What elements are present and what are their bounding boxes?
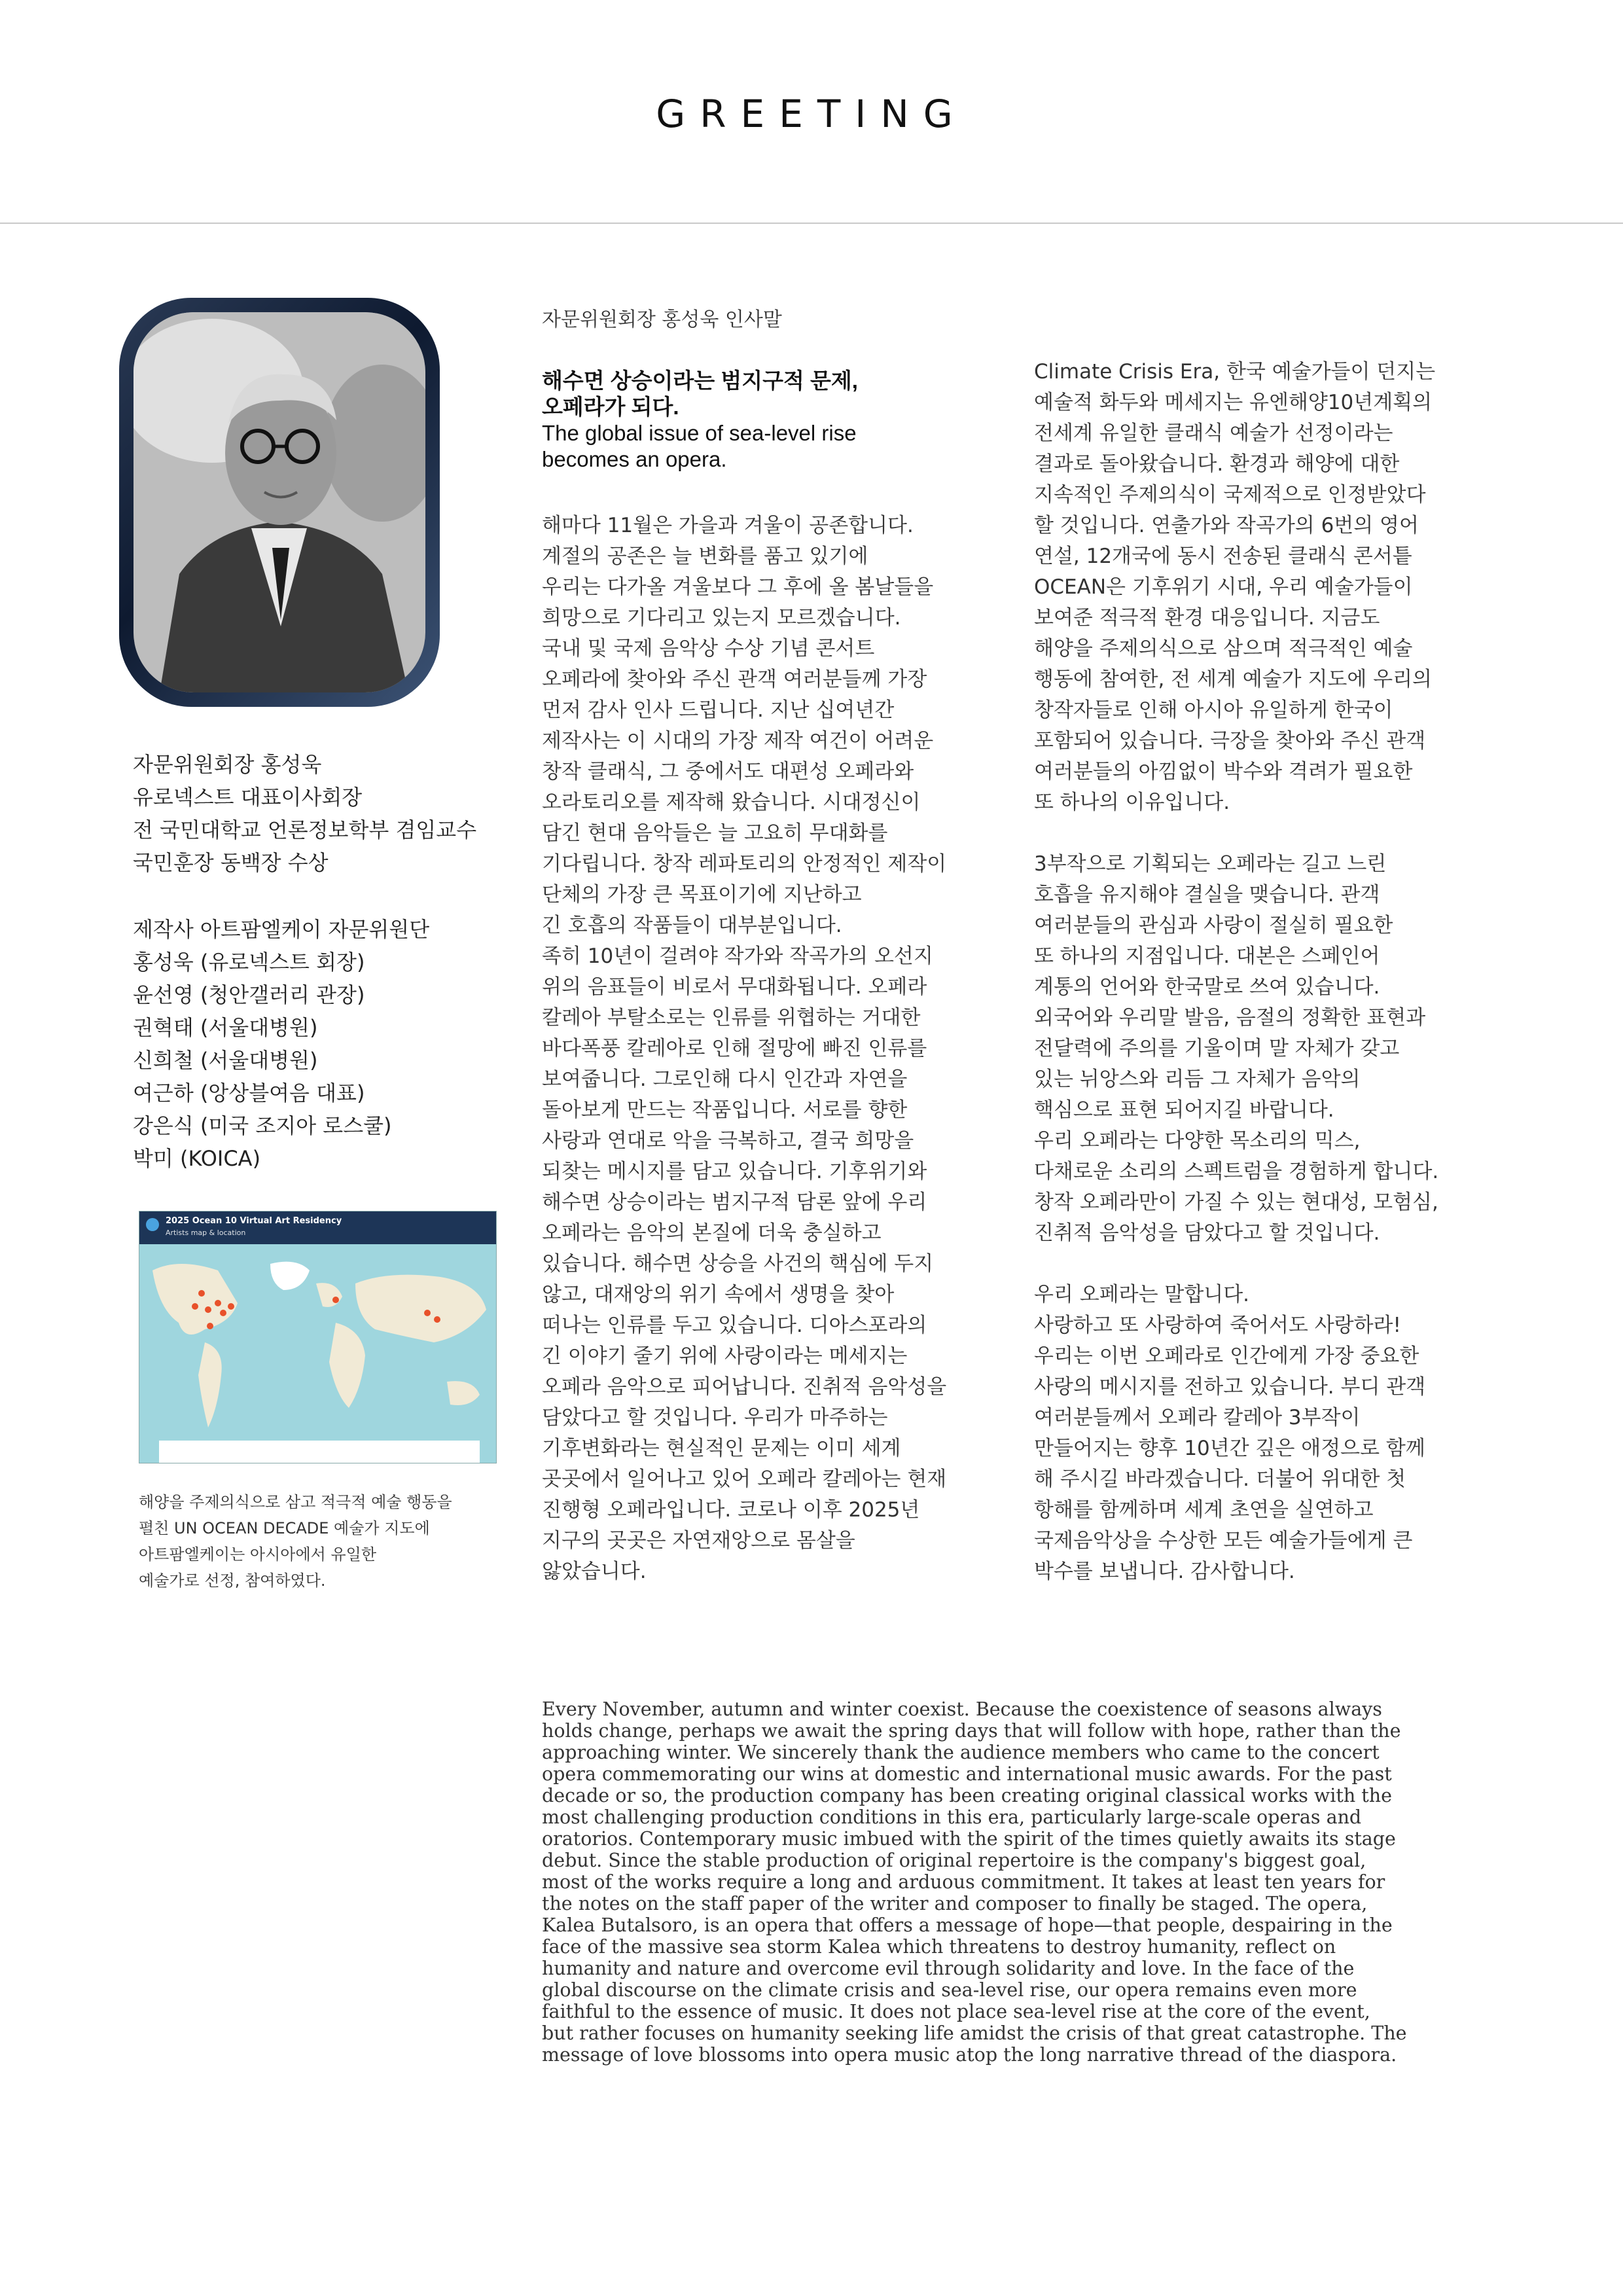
body-line: 다채로운 소리의 스펙트럼을 경험하게 합니다. — [1034, 1160, 1439, 1183]
body-line: 떠나는 인류를 두고 있습니다. 디아스포라의 — [542, 1314, 927, 1337]
map-graphic — [139, 1244, 496, 1463]
body-line: 긴 이야기 줄기 위에 사랑이라는 메세지는 — [542, 1344, 908, 1368]
english-line: face of the massive sea storm Kalea which threatens to destroy humanity, reflect on — [542, 1936, 1336, 1958]
body-line: 예술적 화두와 메세지는 유엔해양10년계획의 — [1034, 391, 1433, 414]
body-line: 해수면 상승이라는 범지구적 담론 앞에 우리 — [542, 1191, 927, 1214]
body-line: 담긴 현대 음악들은 늘 고요히 무대화를 — [542, 821, 888, 845]
committee-line: 신희철 (서울대병원) — [133, 1048, 318, 1073]
caption-line: 아트팜엘케이는 아시아에서 유일한 — [139, 1545, 377, 1564]
body-line: 곳곳에서 일어나고 있어 오페라 칼레아는 현재 — [542, 1467, 947, 1491]
caption-line: 펼친 UN OCEAN DECADE 예술가 지도에 — [139, 1519, 430, 1537]
body-line: 3부작으로 기획되는 오페라는 길고 느린 — [1034, 852, 1387, 876]
english-line: decade or so, the production company has been creating original classical works with the — [542, 1785, 1392, 1806]
body-line: 지구의 곳곳은 자연재앙으로 몸살을 — [542, 1529, 855, 1552]
body-line: 위의 음표들이 비로서 무대화됩니다. 오페라 — [542, 975, 927, 999]
article-kicker: 자문위원회장 홍성욱 인사말 — [542, 308, 782, 331]
body-line: 있습니다. 해수면 상승을 사건의 핵심에 두지 — [542, 1252, 934, 1276]
committee-line: 여근하 (앙상블여음 대표) — [133, 1081, 365, 1105]
body-line: 국내 및 국제 음악상 수상 기념 콘서트 — [542, 637, 875, 660]
english-line: message of love blossoms into opera music atop the long narrative thread of the diaspora. — [542, 2044, 1397, 2066]
body-line: 오페라에 찾아와 주신 관객 여러분들께 가장 — [542, 668, 927, 691]
headline-en-line: becomes an opera. — [542, 447, 727, 471]
english-line: faithful to the essence of music. It does not place sea-level rise at the core of the event, — [542, 2001, 1370, 2022]
english-line: debut. Since the stable production of original repertoire is the company's biggest goal, — [542, 1850, 1366, 1871]
header-divider — [0, 223, 1623, 224]
committee-line: 윤선영 (청안갤러리 관장) — [133, 982, 365, 1007]
world-map-screenshot — [139, 1211, 497, 1463]
english-line: oratorios. Contemporary music imbued with the spirit of the times quietly awaits its stage — [542, 1828, 1396, 1850]
body-line: 사랑의 메시지를 전하고 있습니다. 부디 관객 — [1034, 1375, 1426, 1399]
body-line: 칼레아 부탈소로는 인류를 위협하는 거대한 — [542, 1006, 921, 1030]
body-line: 오페라 음악으로 피어납니다. 진취적 음악성을 — [542, 1375, 947, 1399]
map-logo-icon — [146, 1218, 159, 1231]
body-line: 창작 오페라만이 가질 수 있는 현대성, 모험심, — [1034, 1191, 1438, 1214]
body-line: 만들어지는 향후 10년간 깊은 애정으로 함께 — [1034, 1437, 1425, 1460]
body-line: 족히 10년이 걸려야 작가와 작곡가의 오선지 — [542, 944, 933, 968]
body-line: 희망으로 기다리고 있는지 모르겠습니다. — [542, 606, 901, 630]
body-line: 오라토리오를 제작해 왔습니다. 시대정신이 — [542, 791, 921, 814]
body-line: 제작사는 이 시대의 가장 제작 여건이 어려운 — [542, 729, 934, 753]
bio-block — [133, 748, 506, 879]
body-line: 연설, 12개국에 동시 전송된 클래식 콘서틑 — [1034, 545, 1412, 568]
english-line: opera commemorating our wins at domestic and international music awards. For the past — [542, 1763, 1392, 1785]
body-line: 여러분들의 아낌없이 박수와 격려가 필요한 — [1034, 760, 1413, 783]
body-line: 지속적인 주제의식이 국제적으로 인정받았다 — [1034, 483, 1426, 507]
map-caption — [139, 1489, 505, 1594]
body-line: 외국어와 우리말 발음, 음절의 정확한 표현과 — [1034, 1006, 1426, 1030]
body-line: 창작자들로 인해 아시아 유일하게 한국이 — [1034, 698, 1393, 722]
english-line: Kalea Butalsoro, is an opera that offers a message of hope—that people, despairing in the — [542, 1914, 1393, 1936]
committee-line: 제작사 아트팜엘케이 자문위원단 — [133, 917, 430, 942]
committee-line: 홍성욱 (유로넥스트 회장) — [133, 950, 365, 975]
english-line: most challenging production conditions in this era, particularly large-scale operas and — [542, 1806, 1362, 1828]
committee-line: 박미 (KOICA) — [133, 1146, 261, 1171]
caption-line: 해양을 주제의식으로 삼고 적극적 예술 행동을 — [139, 1493, 452, 1511]
body-line: 국제음악상을 수상한 모든 예술가들에게 큰 — [1034, 1529, 1413, 1552]
article-column-2 — [542, 304, 993, 1587]
article-column-3 — [1034, 357, 1492, 1587]
body-line: 결과로 돌아왔습니다. 환경과 해양에 대한 — [1034, 452, 1400, 476]
body-line: 바다폭풍 칼레아로 인해 절망에 빠진 인류를 — [542, 1037, 927, 1060]
english-line: humanity and nature and overcome evil through solidarity and love. In the face of the — [542, 1958, 1355, 1979]
body-line: 계통의 언어와 한국말로 쓰여 있습니다. — [1034, 975, 1380, 999]
body-line: 전달력에 주의를 기울이며 말 자체가 갖고 — [1034, 1037, 1400, 1060]
english-line: the notes on the staff paper of the writer and composer to finally be staged. The opera, — [542, 1893, 1368, 1914]
body-line: 여러분들의 관심과 사랑이 절실히 필요한 — [1034, 914, 1393, 937]
body-line: 핵심으로 표현 되어지길 바랍니다. — [1034, 1098, 1334, 1122]
body-line: 여러분들께서 오페라 칼레아 3부작이 — [1034, 1406, 1361, 1429]
body-line: 해 주시길 바라겠습니다. 더불어 위대한 첫 — [1034, 1467, 1406, 1491]
committee-line: 권혁태 (서울대병원) — [133, 1015, 318, 1040]
body-line: 우리 오페라는 다양한 목소리의 믹스, — [1034, 1129, 1361, 1153]
body-line: 할 것입니다. 연출가와 작곡가의 6번의 영어 — [1034, 514, 1419, 537]
body-line: 오페라는 음악의 본질에 더욱 충실하고 — [542, 1221, 882, 1245]
headline-ko-line: 해수면 상승이라는 범지구적 문제, — [542, 368, 858, 393]
body-line: 계절의 공존은 늘 변화를 품고 있기에 — [542, 545, 868, 568]
portrait-photo — [134, 312, 425, 692]
body-line: OCEAN은 기후위기 시대, 우리 예술가들이 — [1034, 575, 1413, 599]
body-line: 포함되어 있습니다. 극장을 찾아와 주신 관객 — [1034, 729, 1426, 753]
bio-line: 유로넥스트 대표이사회장 — [133, 785, 363, 810]
map-header — [139, 1211, 496, 1244]
map-subtitle: Artists map & location — [166, 1229, 246, 1237]
body-line: 보여줍니다. 그로인해 다시 인간과 자연을 — [542, 1067, 908, 1091]
bio-line: 자문위원회장 홍성욱 — [133, 752, 322, 777]
body-line: 우리는 다가올 겨울보다 그 후에 올 봄날들을 — [542, 575, 934, 599]
body-line: 항해를 함께하며 세계 초연을 실연하고 — [1034, 1498, 1374, 1522]
caption-line: 예술가로 선정, 참여하였다. — [139, 1571, 326, 1590]
body-line: 먼저 감사 인사 드립니다. 지난 십여년간 — [542, 698, 895, 722]
body-line: 기후변화라는 현실적인 문제는 이미 세계 — [542, 1437, 901, 1460]
body-line: 진행형 오페라입니다. 코로나 이후 2025년 — [542, 1498, 920, 1522]
english-line: approaching winter. We sincerely thank the audience members who came to the concert — [542, 1742, 1380, 1763]
headline-ko — [542, 368, 993, 420]
english-line: holds change, perhaps we await the spring days that will follow with hope, rather than the — [542, 1720, 1401, 1742]
headline-en-line: The global issue of sea-level rise — [542, 421, 857, 445]
body-line: 행동에 참여한, 전 세계 예술가 지도에 우리의 — [1034, 668, 1433, 691]
body-line: 우리 오페라는 말합니다. — [1034, 1283, 1250, 1306]
body-line: 앓았습니다. — [542, 1560, 647, 1583]
body-line: 되찾는 메시지를 담고 있습니다. 기후위기와 — [542, 1160, 927, 1183]
body-line: 사랑과 연대로 악을 극복하고, 결국 희망을 — [542, 1129, 914, 1153]
bio-line: 국민훈장 동백장 수상 — [133, 850, 329, 875]
body-line: 호흡을 유지해야 결실을 맺습니다. 관객 — [1034, 883, 1380, 906]
body-line: 진취적 음악성을 담았다고 할 것입니다. — [1034, 1221, 1380, 1245]
headline-ko-line: 오페라가 되다. — [542, 395, 679, 419]
body-line: 돌아보게 만드는 작품입니다. 서로를 향한 — [542, 1098, 908, 1122]
english-line: Every November, autumn and winter coexist. Because the coexistence of seasons always — [542, 1698, 1382, 1720]
body-line: 전세계 유일한 클래식 예술가 선정이라는 — [1034, 422, 1393, 445]
body-line: 있는 뉘앙스와 리듬 그 자체가 음악의 — [1034, 1067, 1361, 1091]
body-line: 해마다 11월은 가을과 겨울이 공존합니다. — [542, 514, 914, 537]
english-line: global discourse on the climate crisis and sea-level rise, our opera remains even more — [542, 1979, 1357, 2001]
body-line: 우리는 이번 오페라로 인간에게 가장 중요한 — [1034, 1344, 1419, 1368]
body-line: Climate Crisis Era, 한국 예술가들이 던지는 — [1034, 360, 1436, 384]
body-line: 기다립니다. 창작 레파토리의 안정적인 제작이 — [542, 852, 947, 876]
committee-line: 강은식 (미국 조지아 로스쿨) — [133, 1113, 392, 1138]
committee-block — [133, 913, 506, 1175]
page-title: GREETING — [656, 92, 967, 136]
portrait-frame — [119, 298, 440, 707]
body-line: 박수를 보냅니다. 감사합니다. — [1034, 1560, 1295, 1583]
body-line: 해양을 주제의식으로 삼으며 적극적인 예술 — [1034, 637, 1413, 660]
headline-en — [542, 420, 993, 473]
bio-line: 전 국민대학교 언론정보학부 겸임교수 — [133, 817, 477, 842]
body-line: 또 하나의 지점입니다. 대본은 스페인어 — [1034, 944, 1380, 968]
body-line: 단체의 가장 큰 목표이기에 지난하고 — [542, 883, 862, 906]
body-line: 않고, 대재앙의 위기 속에서 생명을 찾아 — [542, 1283, 895, 1306]
english-translation — [542, 1698, 1471, 2066]
english-line: most of the works require a long and arduous commitment. It takes at least ten years for — [542, 1871, 1385, 1893]
body-line: 또 하나의 이유입니다. — [1034, 791, 1230, 814]
map-title: 2025 Ocean 10 Virtual Art Residency — [166, 1216, 342, 1226]
english-line: but rather focuses on humanity seeking life amidst the crisis of that great catastrophe. The — [542, 2022, 1407, 2044]
body-line: 긴 호흡의 작품들이 대부분입니다. — [542, 914, 842, 937]
body-line: 담았다고 할 것입니다. 우리가 마주하는 — [542, 1406, 888, 1429]
body-line: 창작 클래식, 그 중에서도 대편성 오페라와 — [542, 760, 914, 783]
body-line: 보여준 적극적 환경 대응입니다. 지금도 — [1034, 606, 1380, 630]
body-line: 사랑하고 또 사랑하여 죽어서도 사랑하라! — [1034, 1314, 1401, 1337]
